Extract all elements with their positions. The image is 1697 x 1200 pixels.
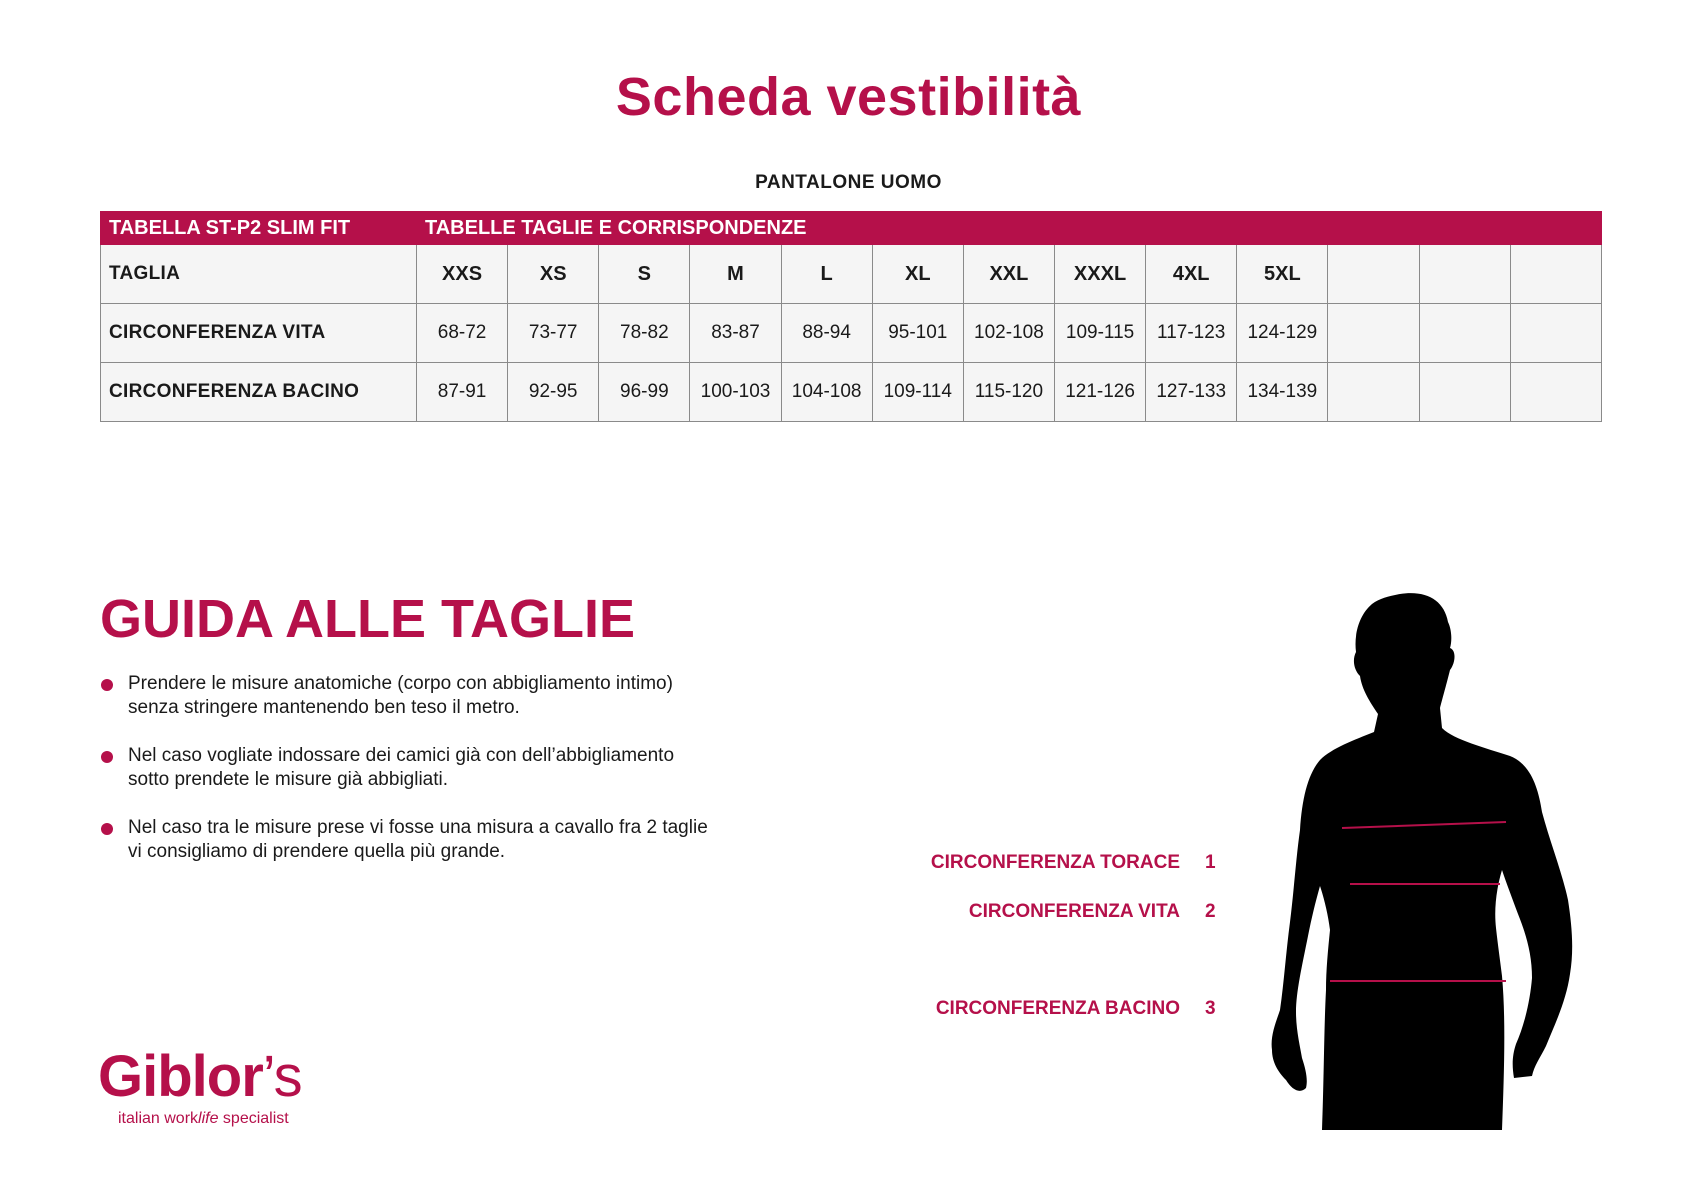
value-cell: 83-87: [690, 304, 781, 363]
table-row-hips: [101, 363, 1602, 422]
table-row-waist: [101, 304, 1602, 363]
size-cell: S: [599, 245, 690, 304]
tip-line: senza stringere mantenendo ben teso il metro.: [128, 697, 520, 718]
empty-cell: [1510, 304, 1601, 363]
tip-item: [100, 816, 760, 864]
size-cell: 5XL: [1237, 245, 1328, 304]
value-cell: 121-126: [1054, 363, 1145, 422]
value-cell: 102-108: [963, 304, 1054, 363]
silhouette-shape: [1272, 593, 1573, 1130]
logo-wordmark: [98, 1044, 302, 1109]
value-cell: 88-94: [781, 304, 872, 363]
tagline-part: specialist: [218, 1110, 289, 1127]
tip-line: Nel caso vogliate indossare dei camici già con dell’abbigliamento: [128, 745, 675, 766]
measure-label-chest: CIRCONFERENZA TORACE: [930, 852, 1180, 873]
empty-cell: [1419, 363, 1510, 422]
size-cell: L: [781, 245, 872, 304]
row-label: TAGLIA: [101, 245, 417, 304]
size-table: [100, 211, 1602, 422]
measure-number: 3: [1205, 998, 1216, 1019]
logo-suffix: ’s: [262, 1044, 302, 1109]
value-cell: 68-72: [417, 304, 508, 363]
bullet-dot-icon: [101, 823, 113, 835]
value-cell: 134-139: [1237, 363, 1328, 422]
tips-list: [100, 672, 760, 888]
size-cell: 4XL: [1146, 245, 1237, 304]
logo-name: Giblor: [98, 1044, 263, 1109]
empty-cell: [1328, 363, 1419, 422]
value-cell: 124-129: [1237, 304, 1328, 363]
tagline-italic: life: [198, 1110, 219, 1127]
bullet-dot-icon: [101, 679, 113, 691]
tagline-part: italian work: [118, 1110, 199, 1127]
table-row-sizes: [101, 245, 1602, 304]
empty-cell: [1328, 304, 1419, 363]
size-cell: XL: [872, 245, 963, 304]
tip-line: Prendere le misure anatomiche (corpo con abbigliamento intimo): [128, 673, 673, 694]
value-cell: 100-103: [690, 363, 781, 422]
page-title: Scheda vestibilità: [615, 67, 1082, 127]
empty-cell: [1328, 245, 1419, 304]
bullet-dot-icon: [101, 751, 113, 763]
size-cell: XXS: [417, 245, 508, 304]
value-cell: 109-114: [872, 363, 963, 422]
value-cell: 109-115: [1054, 304, 1145, 363]
value-cell: 92-95: [508, 363, 599, 422]
tip-item: [100, 744, 760, 792]
guide-title: GUIDA ALLE TAGLIE: [100, 589, 635, 649]
tip-line: Nel caso tra le misure prese vi fosse una misura a cavallo fra 2 taglie: [128, 817, 708, 838]
value-cell: 127-133: [1146, 363, 1237, 422]
measure-number: 2: [1205, 901, 1216, 922]
value-cell: 87-91: [417, 363, 508, 422]
value-cell: 117-123: [1146, 304, 1237, 363]
table-subtitle: TABELLE TAGLIE E CORRISPONDENZE: [417, 212, 1602, 245]
size-cell: XS: [508, 245, 599, 304]
empty-cell: [1419, 304, 1510, 363]
value-cell: 96-99: [599, 363, 690, 422]
empty-cell: [1510, 363, 1601, 422]
row-label: CIRCONFERENZA BACINO: [101, 363, 417, 422]
measure-label-hips: CIRCONFERENZA BACINO: [935, 998, 1180, 1019]
value-cell: 78-82: [599, 304, 690, 363]
measure-label-waist: CIRCONFERENZA VITA: [968, 901, 1180, 922]
value-cell: 115-120: [963, 363, 1054, 422]
row-label: CIRCONFERENZA VITA: [101, 304, 417, 363]
value-cell: 95-101: [872, 304, 963, 363]
value-cell: 104-108: [781, 363, 872, 422]
empty-cell: [1510, 245, 1601, 304]
tip-line: vi consigliamo di prendere quella più grande.: [128, 841, 506, 862]
value-cell: 73-77: [508, 304, 599, 363]
tip-line: sotto prendete le misure già abbigliati.: [128, 769, 449, 790]
measure-number: 1: [1205, 852, 1216, 873]
table-title: TABELLA ST-P2 SLIM FIT: [101, 212, 417, 245]
empty-cell: [1419, 245, 1510, 304]
size-cell: M: [690, 245, 781, 304]
brand-logo: [98, 1044, 302, 1128]
product-subtitle: PANTALONE UOMO: [755, 172, 942, 193]
body-silhouette-icon: [1250, 590, 1610, 1130]
size-cell: XXL: [963, 245, 1054, 304]
logo-tagline: [98, 1110, 302, 1128]
table-header-row: [101, 212, 1602, 245]
tip-item: [100, 672, 760, 720]
size-cell: XXXL: [1054, 245, 1145, 304]
